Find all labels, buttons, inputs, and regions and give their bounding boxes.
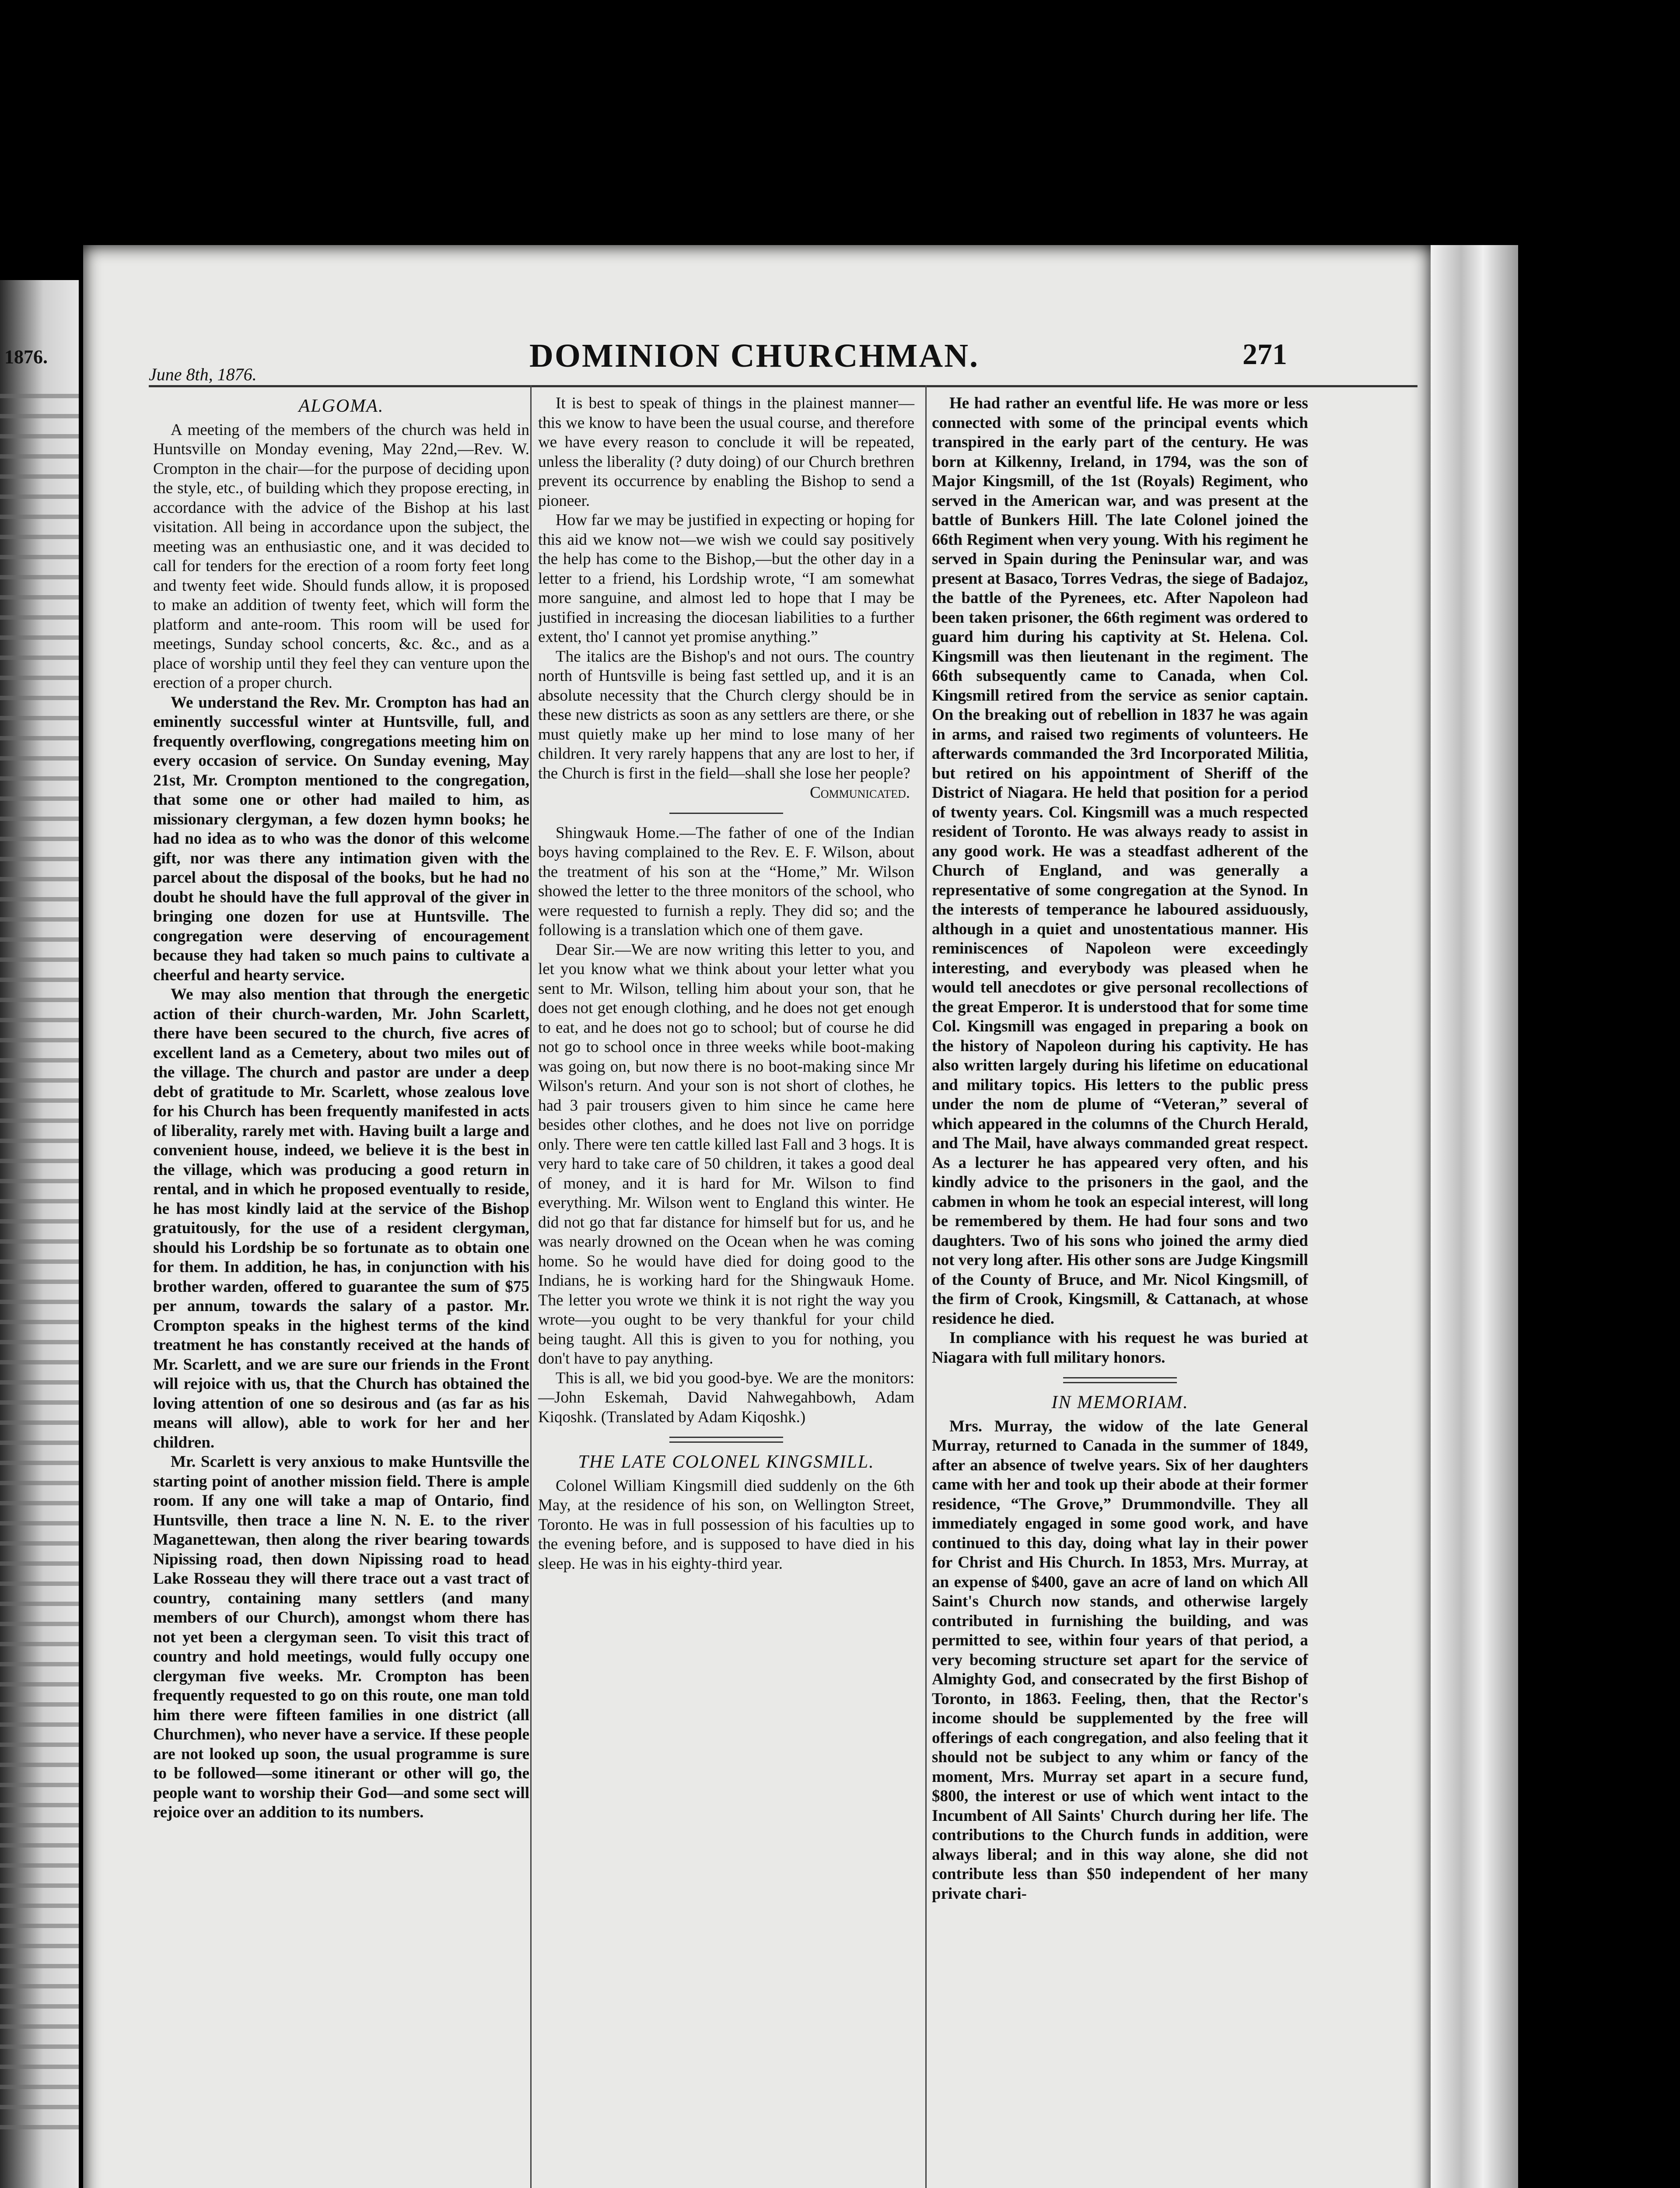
header-rule <box>149 385 1418 387</box>
article-paragraph: The italics are the Bishop's and not ours. The country north of Huntsville is being fast settled up, and it is an absolute necessity that the Church clergy should be in these new districts as soon as any settlers are there, or she must quietly make up her mind to lose many of her children. It very rarely happens that any are lost to her, if the Church is first in the field—shall she lose her people? <box>538 647 914 782</box>
page-edge <box>1431 245 1518 2188</box>
issue-date: June 8th, 1876. <box>149 365 257 384</box>
article-paragraph: Mrs. Murray, the widow of the late General Murray, returned to Canada in the summer of 1849, after an absence of twelve years. Six of her daughters came with her and took up their abode at their former residence, “The Grove,” Drummondville. They all immediately engaged in some good work, and have continued to this day, doing what lay in their power for Christ and His Church. In 1853, Mrs. Murray, at an expense of $400, gave an acre of land on which All Saint's Church now stands, and otherwise largely contributed in furnishing the building, and was permitted to see, within four years of that period, a very becoming structure set apart for the service of Almighty God, and consecrated by the first Bishop of Toronto, in 1863. Feeling, then, that the Rector's income should be supplemented by the free will offerings of each congregation, and also feeling that it should not be subject to any whim or fancy of the moment, Mrs. Murray set apart in a secure fund, $800, the interest or use of which went intact to the Incumbent of All Saints' Church during her life. The contributions to the Church funds in addition, were always liberal; and in this way alone, she did not contribute less than $50 independent of her many private chari- <box>932 1417 1308 1903</box>
kingsmill-heading: THE LATE COLONEL KINGSMILL. <box>578 1452 875 1472</box>
section-separator <box>669 1437 783 1443</box>
article-paragraph: How far we may be justified in expecting or hoping for this aid we know not—we wish we could say positively the help has come to the Bishop,—but the other day in a letter to a friend, his Lordship wrote, “I am somewhat more sanguine, and almost led to hope that I may be justified in increasing the diocesan liabilities to a further extent, tho' I cannot yet promise anything.” <box>538 511 914 646</box>
article-paragraph: Shingwauk Home.—The father of one of the Indian boys having complained to the Rev. E. F. Wilson, about the treatment of his son at the “Home,” Mr. Wilson showed the letter to the three monitors of the school, who were requested to furnish a reply. They did so; and the following is a translation which one of them gave. <box>538 824 914 939</box>
article-paragraph: Mr. Scarlett is very anxious to make Huntsville the starting point of another mission field. There is ample room. If any one will take a map of Ontario, find Huntsville, then trace a line N. N. E. to the river Maganettewan, then along the river bearing towards Nipissing road, then down Nipissing road to head Lake Rosseau they will there trace out a vast tract of country, containing many settlers (and many members of our Church), amongst whom there has not yet been a clergyman seen. To visit this tract of country and hold meetings, would fully occupy one clergyman five weeks. Mr. Crompton has been frequently requested to go on this route, one man told him there were fifteen families in one district (all Churchmen), who never have a service. If these people are not looked up soon, the usual programme is sure to be followed—some itinerant or other will go, the people want to worship their God—and some sect will rejoice over an addition to its numbers. <box>153 1453 529 1821</box>
column-1 <box>153 394 529 1823</box>
column-rule <box>530 385 532 2188</box>
column-rule <box>925 385 927 2188</box>
signature: Communicated. <box>810 784 910 802</box>
previous-page-text <box>0 394 79 2144</box>
publication-title: DOMINION CHURCHMAN. <box>529 337 980 374</box>
article-paragraph: He had rather an eventful life. He was more or less connected with some of the principal events which transpired in the early part of the century. He was born at Kilkenny, Ireland, in 1794, was the son of Major Kingsmill, of the 1st (Royals) Regiment, who served in the American war, and was present at the battle of Bunkers Hill. The late Colonel joined the 66th Regiment when very young. With his regiment he served in Spain during the Peninsular war, and was present at Basaco, Torres Vedras, the siege of Badajoz, the battle of the Pyrenees, etc. After Napoleon had been taken prisoner, the 66th regiment was ordered to guard him during his captivity at St. Helena. Col. Kingsmill was then lieutenant in the regiment. The 66th subsequently came to Canada, when Col. Kingsmill retired from the service as senior captain. On the breaking out of rebellion in 1837 he was again in arms, and raised two regiments of volunteers. He afterwards commanded the 3rd Incorporated Militia, but retired on his appointment of Sheriff of the District of Niagara. He held that position for a period of twenty years. Col. Kingsmill was a much respected resident of Toronto. He was always ready to assist in any good work. He was a steadfast adherent of the Church of England, and was generally a representative of some congregation at the Synod. In the interests of temperance he laboured assiduously, although in a quiet and unostentatious manner. His reminiscences of Napoleon were exceedingly interesting, and everybody was pleased when he would tell anecdotes or give personal recollections of the great Emperor. It is understood that for some time Col. Kingsmill was engaged in preparing a book on the history of Napoleon during his captivity. He has also written largely during his lifetime on educational and military topics. His letters to the public press under the nom de plume of “Veteran,” several of which appeared in the columns of the Church Herald, and The Mail, have always commanded great respect. As a lecturer he has appeared very often, and his kindly advice to the prisoners in the gaol, and the cabmen in whom he took an especial interest, will long be remembered by them. He had four sons and two daughters. Two of his sons who joined the army died not very long after. His other sons are Judge Kingsmill of the County of Bruce, and Mr. Nicol Kingsmill, of the firm of Crook, Kingsmill, & Cattanach, at whose residence he died. <box>932 394 1308 1328</box>
masthead <box>451 337 1676 389</box>
article-paragraph: A meeting of the members of the church was held in Huntsville on Monday evening, May 22nd,—Rev. W. Crompton in the chair—for the purpose of deciding upon the style, etc., of building which they propose erecting, in accordance with the advice of the Bishop at his last visitation. All being in accordance upon the subject, the meeting was an enthusiastic one, and it was decided to call for tenders for the erection of a room forty feet long and twenty feet wide. Should funds allow, it is proposed to make an addition of twenty feet, which will form the platform and ante-room. This room will be used for meetings, Sunday school concerts, &c. &c., and as a place of worship until they feel they can venture upon the erection of a proper church. <box>153 421 529 692</box>
previous-page-fragment <box>0 280 79 2188</box>
column-3 <box>932 394 1308 1904</box>
section-separator <box>669 813 783 814</box>
column-2 <box>538 394 914 1574</box>
article-paragraph: We may also mention that through the energetic action of their church-warden, Mr. John Scarlett, there have been secured to the church, five acres of excellent land as a Cemetery, about two miles out of the village. The church and pastor are under a deep debt of gratitude to Mr. Scarlett, whose zealous love for his Church has been frequently manifested in acts of liberality, rarely met with. Having built a large and convenient house, indeed, we believe it is the best in the village, which was producing a good return in rental, and in which he proposed eventually to reside, he has most kindly laid at the service of the Bishop gratuitously, for the use of a resident clergyman, should his Lordship be so fortunate as to obtain one for them. In addition, he has, in conjunction with his brother warden, offered to guarantee the sum of $75 per annum, towards the salary of a pastor. Mr. Crompton speaks in the highest terms of the kind treatment he has constantly received at the hands of Mr. Scarlett, and we are sure our friends in the Front will rejoice with us, that the Church has obtained the loving attention of one so desirous and (as far as his means will allow), able to work for her and her children. <box>153 985 529 1452</box>
article-paragraph: In compliance with his request he was buried at Niagara with full military honors. <box>932 1329 1308 1367</box>
algoma-heading: ALGOMA. <box>298 396 384 416</box>
article-paragraph: Colonel William Kingsmill died suddenly on the 6th May, at the residence of his son, on Wellington Street, Toronto. He was in full possession of his faculties up to the evening before, and is supposed to have died in his sleep. He was in his eighty-third year. <box>538 1476 914 1573</box>
previous-page-year: 1876. <box>4 346 48 368</box>
article-paragraph: It is best to speak of things in the plainest manner—this we know to have been the usual course, and therefore we have every reason to conclude it will be repeated, unless the liberality (? duty doing) of our Church brethren prevent its occurrence by enabling the Bishop to send a pioneer. <box>538 394 914 510</box>
section-separator <box>1063 1377 1177 1383</box>
article-paragraph: We understand the Rev. Mr. Crompton has had an eminently successful winter at Huntsville, full, and frequently overflowing, congregations meeting him on every occasion of service. On Sunday evening, May 21st, Mr. Crompton mentioned to the congregation, that some one or other had mailed to him, as missionary clergyman, a few dozen hymn books; he had no idea as to who was the donor of this welcome gift, nor was there any intimation given with the parcel about the disposal of the books, but he had no doubt he should have the full approval of the giver in bringing one dozen for use at Huntsville. The congregation were deserving of encouragement because they had taken so much pains to cultivate a cheerful and hearty service. <box>153 693 529 984</box>
article-paragraph: Dear Sir.—We are now writing this letter to you, and let you know what we think about your letter what you sent to Mr. Wilson, telling him about your son, that he does not get enough clothing, and he does not get enough to eat, and he does not go to school; but of course he did not go to school once in three weeks while boot-making was going on, but now there is no boot-making since Mr Wilson's return. And your son is not short of clothes, he had 3 pair trousers given to him since he came here besides other clothes, and he does not live on porridge only. There were ten cattle killed last Fall and 3 hogs. It is very hard to take care of 50 children, it takes a good deal of money, and it is hard for Mr. Wilson to find everything. Mr. Wilson went to England this winter. He did not go that far distance for himself but for us, and he was nearly drowned on the Ocean when he was coming home. So he would have died for doing good to the Indians, he is working hard for the Shingwauk Home. The letter you wrote we think it is not right the way you wrote—you ought to be very thankful for your child being taught. All this is given to you for nothing, you don't have to pay anything. <box>538 940 914 1368</box>
page-number: 271 <box>1242 337 1287 371</box>
article-paragraph: This is all, we bid you good-bye. We are the monitors:—John Eskemah, David Nahwegahbowh, Adam Kiqoshk. (Translated by Adam Kiqoshk.) <box>538 1369 914 1426</box>
memoriam-heading: IN MEMORIAM. <box>1051 1392 1189 1413</box>
